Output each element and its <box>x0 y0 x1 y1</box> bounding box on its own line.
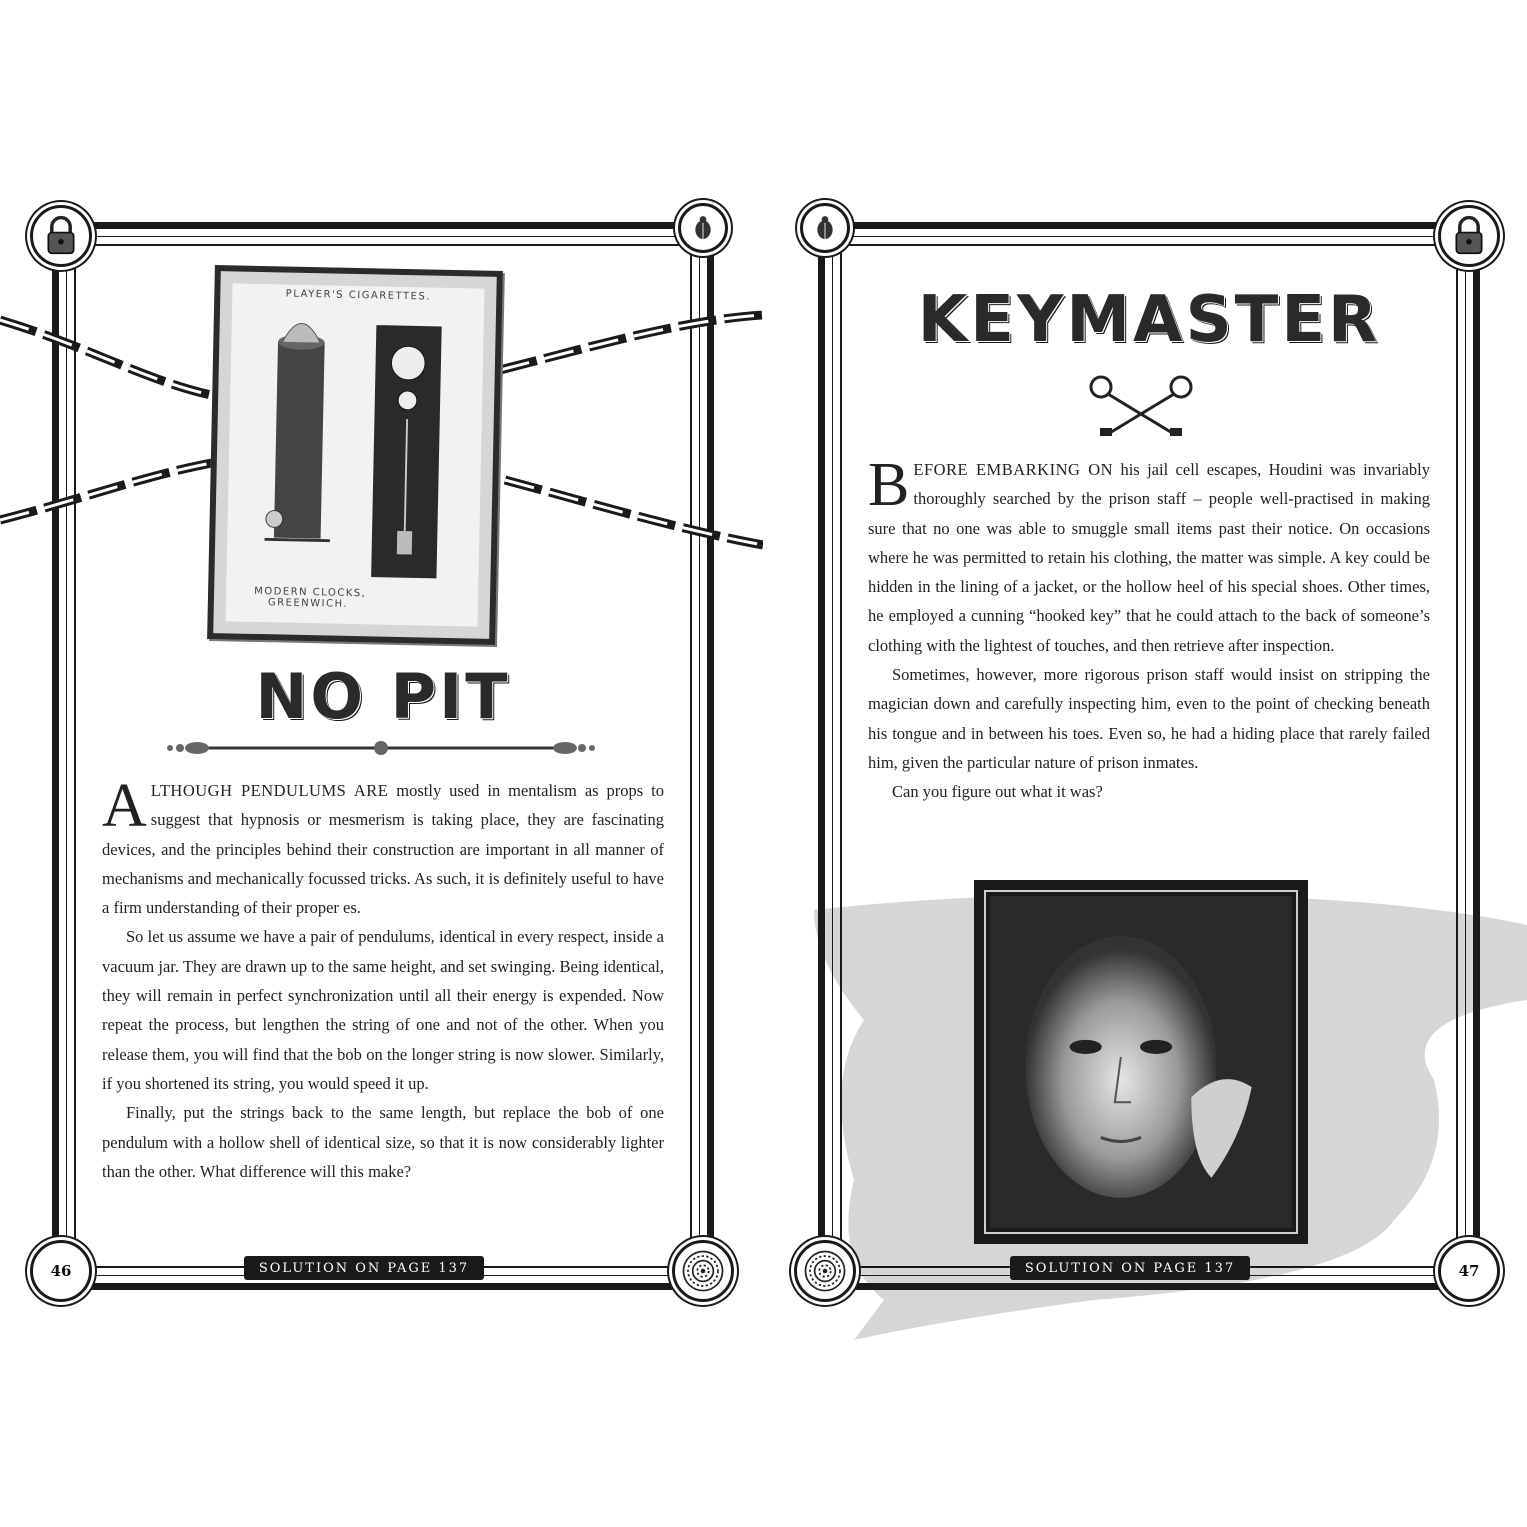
page-number-medallion <box>30 1240 92 1302</box>
padlock-icon <box>1446 213 1492 259</box>
divider-ornament-icon <box>165 738 597 758</box>
crossed-keys-icon <box>1086 372 1196 444</box>
paragraph: So let us assume we have a pair of pendulums, identical in every respect, inside a vacuum jar. They are drawn up to the same height, and set swinging. Being identical, they will remain in perfect synchronization until all their energy is expended. Now repeat the process, but lengthen the string of one and not of the other. When you release them, you will find that the bob on the longer string is now slower. Similarly, if you shortened its string, you would speed it up. <box>102 927 664 1093</box>
right-page <box>764 0 1527 1527</box>
paragraph: Sometimes, however, more rigorous prison staff would insist on stripping the magician down and carefully inspecting him, even to the point of checking beneath his tongue and in between his toes. Even so, he had a hiding place that rarely failed him, given the particular nature of prison inmates. <box>868 665 1430 772</box>
solution-reference: SOLUTION ON PAGE 137 <box>244 1256 484 1280</box>
spiral-medallion <box>672 1240 734 1302</box>
paragraph-text: mostly used in mentalism as props to suggest that hypnosis or mesmerism is taking place, they are fascinating devices, and the principles behind their construction are important in all manner of mechanisms and mechanically focussed tricks. As such, it is definitely useful to have a firm understanding of their proper es. <box>102 781 664 918</box>
spiral-medallion <box>794 1240 856 1302</box>
page-number-medallion <box>1438 1240 1500 1302</box>
article-body <box>102 772 664 1186</box>
padlock-icon <box>38 213 84 259</box>
scarab-medallion <box>678 203 728 253</box>
paragraph-text: his jail cell escapes, Houdini was invariably thoroughly searched by the prison staff – people well-practised in making sure that no one was able to smuggle small items past their notice. On occasions where he was permitted to retain his clothing, the matter was simple. A key could be hidden in the lining of a jacket, or the hollow heel of his special shoes. Other times, he employed a cunning “hooked key” that he could attach to the back of someone’s clothing with the lightest of touches, and then retrieve after inspection. <box>868 460 1430 655</box>
paragraph: Finally, put the strings back to the same length, but replace the bob of one pendulum with a hollow shell of identical size, so that it is now considerably lighter than the other. What difference will this make? <box>102 1103 664 1181</box>
portrait-photo-frame <box>974 880 1308 1244</box>
page-title: KEYMASTER <box>917 283 1381 357</box>
clocks-illustration <box>226 303 484 588</box>
card-caption-top: PLAYER'S CIGARETTES. <box>285 288 432 303</box>
scarab-icon <box>808 211 842 245</box>
scarab-icon <box>686 211 720 245</box>
spiral-icon <box>802 1248 848 1294</box>
paragraph <box>102 772 664 922</box>
solution-reference: SOLUTION ON PAGE 137 <box>1010 1256 1250 1280</box>
lead-in: LTHOUGH PENDULUMS ARE <box>150 781 389 800</box>
scarab-medallion <box>800 203 850 253</box>
article-body <box>868 451 1430 807</box>
paragraph <box>868 451 1430 660</box>
padlock-medallion <box>30 205 92 267</box>
drop-cap: B <box>868 451 910 519</box>
card-caption-bottom: MODERN CLOCKS, GREENWICH. <box>254 585 367 610</box>
paragraph: Can you figure out what it was? <box>892 782 1103 802</box>
portrait-photo <box>990 896 1292 1228</box>
cigarette-card-image <box>207 265 503 645</box>
page-number: 47 <box>1458 1262 1480 1280</box>
page-title: NO PIT <box>255 660 511 733</box>
left-page <box>0 0 763 1527</box>
drop-cap: A <box>102 772 147 840</box>
lead-in: EFORE EMBARKING ON <box>913 460 1114 479</box>
padlock-medallion <box>1438 205 1500 267</box>
page-number: 46 <box>50 1262 72 1280</box>
spiral-icon <box>680 1248 726 1294</box>
card-photo <box>225 283 484 626</box>
